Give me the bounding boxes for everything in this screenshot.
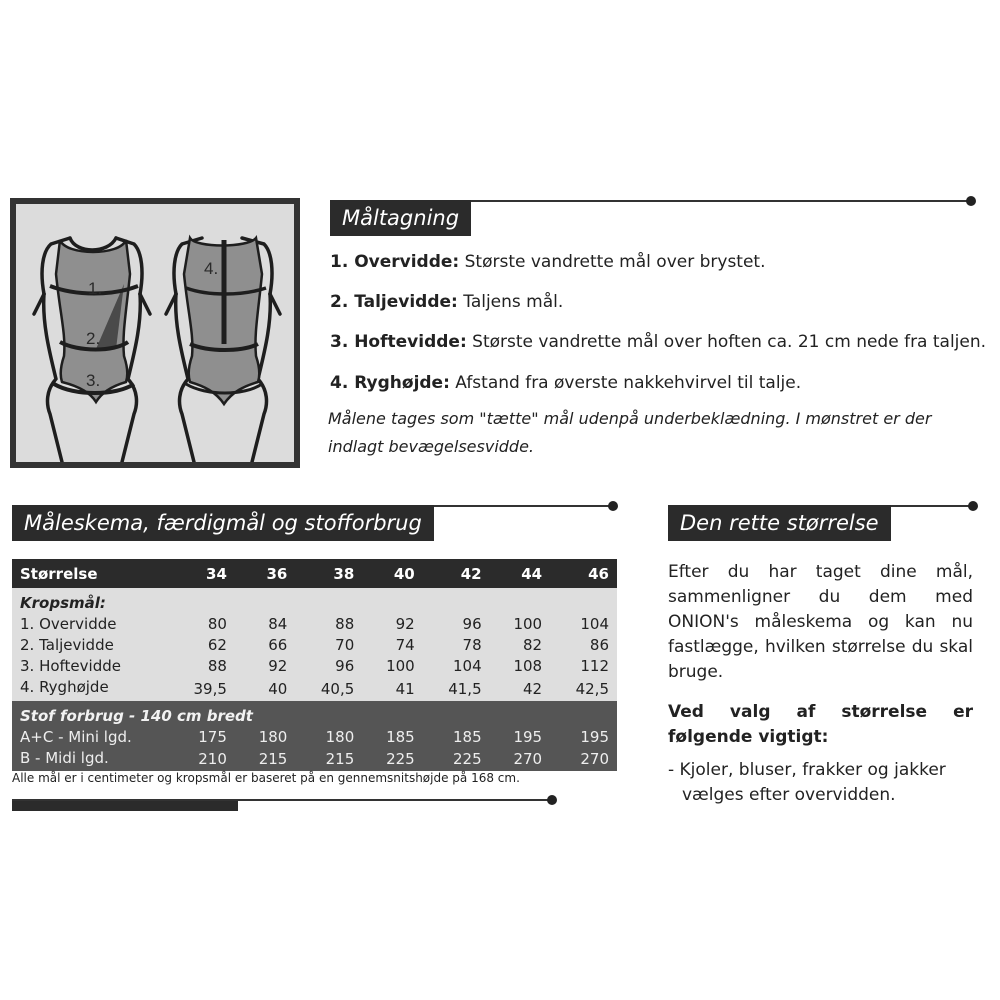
table-cell: 42 <box>490 676 550 701</box>
table-cell: 92 <box>235 655 295 676</box>
size-chart-footnote: Alle mål er i centimeter og kropsmål er baseret på en gennemsnitshøjde på 168 cm. <box>12 771 520 785</box>
table-cell: 180 <box>295 726 362 747</box>
table-cell: 88 <box>168 655 235 676</box>
table-cell: 82 <box>490 634 550 655</box>
table-cell: 180 <box>235 726 295 747</box>
table-cell: 62 <box>168 634 235 655</box>
row-label: 3. Hoftevidde <box>12 655 168 676</box>
header-cell: 42 <box>423 559 490 588</box>
right-size-paragraph: Efter du har taget dine mål, sammenligner du dem med ONION's måleskema og kan nu fastlægge, hvilken størrelse du skal bruge. <box>668 562 973 682</box>
table-cell: 108 <box>490 655 550 676</box>
size-table <box>12 559 617 771</box>
next-section-heading-cutoff <box>12 801 238 811</box>
table-cell: 100 <box>362 655 422 676</box>
table-row <box>12 747 617 771</box>
front-label-1: 1. <box>88 279 103 298</box>
illustration-panel <box>16 204 294 462</box>
table-row <box>12 588 617 613</box>
table-cell: 270 <box>550 747 617 771</box>
header-cell: 46 <box>550 559 617 588</box>
front-label-2: 2. <box>86 329 101 348</box>
table-cell: 225 <box>423 747 490 771</box>
right-size-bold-paragraph: Ved valg af størrelse er følgende vigtigt: <box>668 702 973 747</box>
right-size-heading: Den rette størrelse <box>668 505 891 541</box>
measure-item-2: 2. Taljevidde: Taljens mål. <box>330 292 564 312</box>
table-cell: 225 <box>362 747 422 771</box>
table-cell: 112 <box>550 655 617 676</box>
table-cell: 96 <box>295 655 362 676</box>
table-cell: 195 <box>490 726 550 747</box>
table-header-row <box>12 559 617 588</box>
size-chart-rule-dot <box>608 501 618 511</box>
table-cell: 80 <box>168 613 235 634</box>
table-cell: 88 <box>295 613 362 634</box>
table-cell: 70 <box>295 634 362 655</box>
measuring-heading: Måltagning <box>330 200 471 236</box>
row-label: 1. Overvidde <box>12 613 168 634</box>
header-cell: 44 <box>490 559 550 588</box>
table-row <box>12 655 617 676</box>
table-cell: 96 <box>423 613 490 634</box>
table-cell: 175 <box>168 726 235 747</box>
table-cell: 41,5 <box>423 676 490 701</box>
table-cell: 195 <box>550 726 617 747</box>
table-cell: 86 <box>550 634 617 655</box>
table-cell: 215 <box>235 747 295 771</box>
next-section-rule-dot <box>547 795 557 805</box>
front-label-3: 3. <box>86 371 101 390</box>
table-cell: 210 <box>168 747 235 771</box>
body-figures <box>16 204 294 462</box>
header-cell: 38 <box>295 559 362 588</box>
table-cell: 40,5 <box>295 676 362 701</box>
table-cell: 104 <box>423 655 490 676</box>
table-cell: 104 <box>550 613 617 634</box>
measure-item-3: 3. Hoftevidde: Største vandrette mål over hoften ca. 21 cm nede fra taljen. <box>330 332 987 352</box>
table-cell: 41 <box>362 676 422 701</box>
table-cell: 270 <box>490 747 550 771</box>
table-row <box>12 613 617 634</box>
table-cell: 78 <box>423 634 490 655</box>
measure-item-4: 4. Ryghøjde: Afstand fra øverste nakkehvirvel til talje. <box>330 373 802 393</box>
header-cell: 40 <box>362 559 422 588</box>
header-cell: 34 <box>168 559 235 588</box>
measure-item-1: 1. Overvidde: Største vandrette mål over brystet. <box>330 252 766 272</box>
measuring-note: Målene tages som "tætte" mål udenpå underbeklædning. I mønstret er der indlagt bevægelsesvidde. <box>328 409 932 456</box>
row-label: 2. Taljevidde <box>12 634 168 655</box>
table-cell: 185 <box>423 726 490 747</box>
table-row <box>12 701 617 726</box>
table-cell: 92 <box>362 613 422 634</box>
table-cell: 40 <box>235 676 295 701</box>
table-cell: 39,5 <box>168 676 235 701</box>
table-cell: 215 <box>295 747 362 771</box>
body-measure-heading: Kropsmål: <box>12 588 617 613</box>
table-cell: 185 <box>362 726 422 747</box>
table-cell: 100 <box>490 613 550 634</box>
measurement-illustration <box>10 198 300 468</box>
header-cell: 36 <box>235 559 295 588</box>
row-label: 4. Ryghøjde <box>12 676 168 701</box>
header-cell: Størrelse <box>12 559 168 588</box>
measuring-rule-dot <box>966 196 976 206</box>
table-cell: 74 <box>362 634 422 655</box>
right-size-rule-dot <box>968 501 978 511</box>
row-label: A+C - Mini lgd. <box>12 726 168 747</box>
fabric-heading: Stof forbrug - 140 cm bredt <box>12 701 617 726</box>
table-cell: 42,5 <box>550 676 617 701</box>
table-row <box>12 726 617 747</box>
table-cell: 66 <box>235 634 295 655</box>
right-size-bullet: - Kjoler, bluser, frakker og jakker vælges efter overvidden. <box>668 760 946 805</box>
table-cell: 84 <box>235 613 295 634</box>
back-label-4: 4. <box>204 259 219 278</box>
table-row <box>12 676 617 701</box>
table-row <box>12 634 617 655</box>
size-chart-heading: Måleskema, færdigmål og stofforbrug <box>12 505 434 541</box>
row-label: B - Midi lgd. <box>12 747 168 771</box>
